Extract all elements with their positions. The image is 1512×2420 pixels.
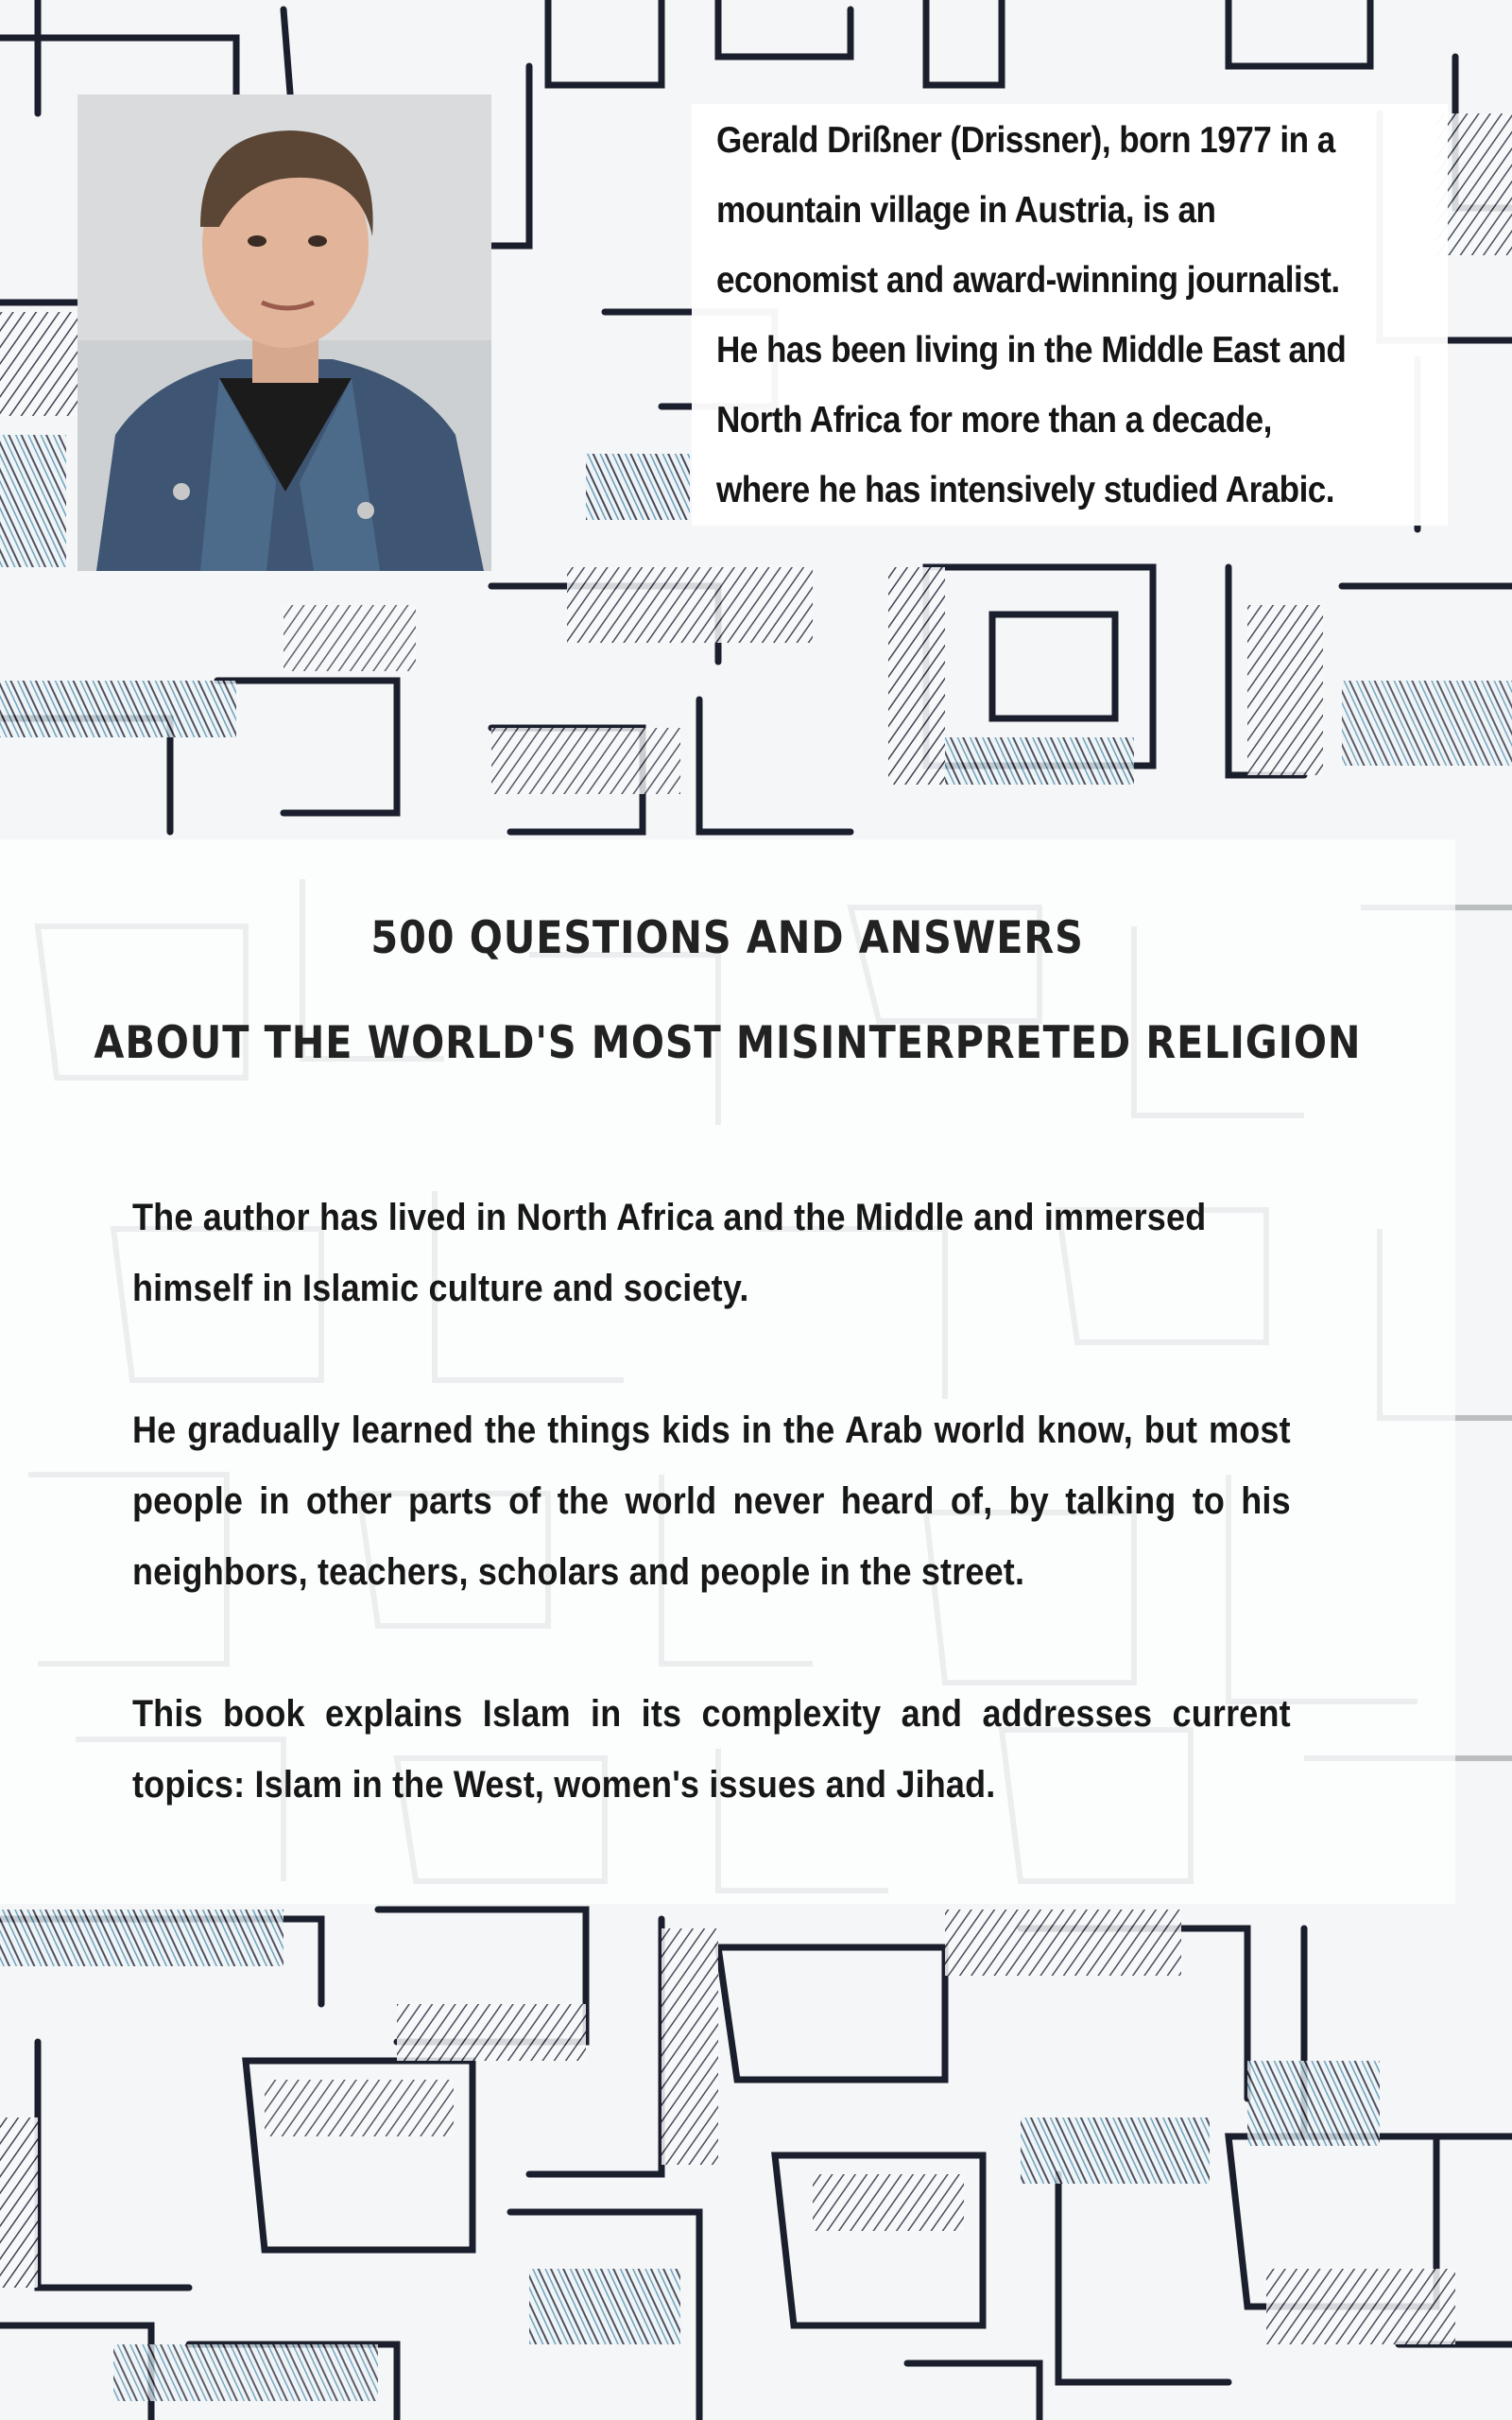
author-photo: [77, 95, 491, 571]
description-paragraph: This book explains Islam in its complexity and addresses current topics: Islam in the West, women's issues and Jihad.: [132, 1693, 1291, 1806]
book-title-line-2-text: ABOUT THE WORLD'S MOST MISINTERPRETED RELIGION: [94, 1017, 1362, 1069]
book-title-line-2: [0, 1017, 1455, 1069]
author-portrait-image: [77, 95, 491, 571]
description-paragraph: The author has lived in North Africa and the Middle and immersed himself in Islamic culture and society.: [132, 1197, 1207, 1309]
description-paragraph: He gradually learned the things kids in the Arab world know, but most people in other parts of the world never heard of, by talking to his neighbors, teachers, scholars and people in the street.: [132, 1409, 1291, 1593]
book-title-line-1-text: 500 QUESTIONS AND ANSWERS: [370, 912, 1085, 964]
author-bio: Gerald Drißner (Drissner), born 1977 in a mountain village in Austria, is an economist and award-winning journalist. He has been living in the Middle East and North Africa for more than a decade, where he has intensively studied Arabic.: [716, 120, 1347, 510]
book-title-line-1: [0, 912, 1455, 964]
